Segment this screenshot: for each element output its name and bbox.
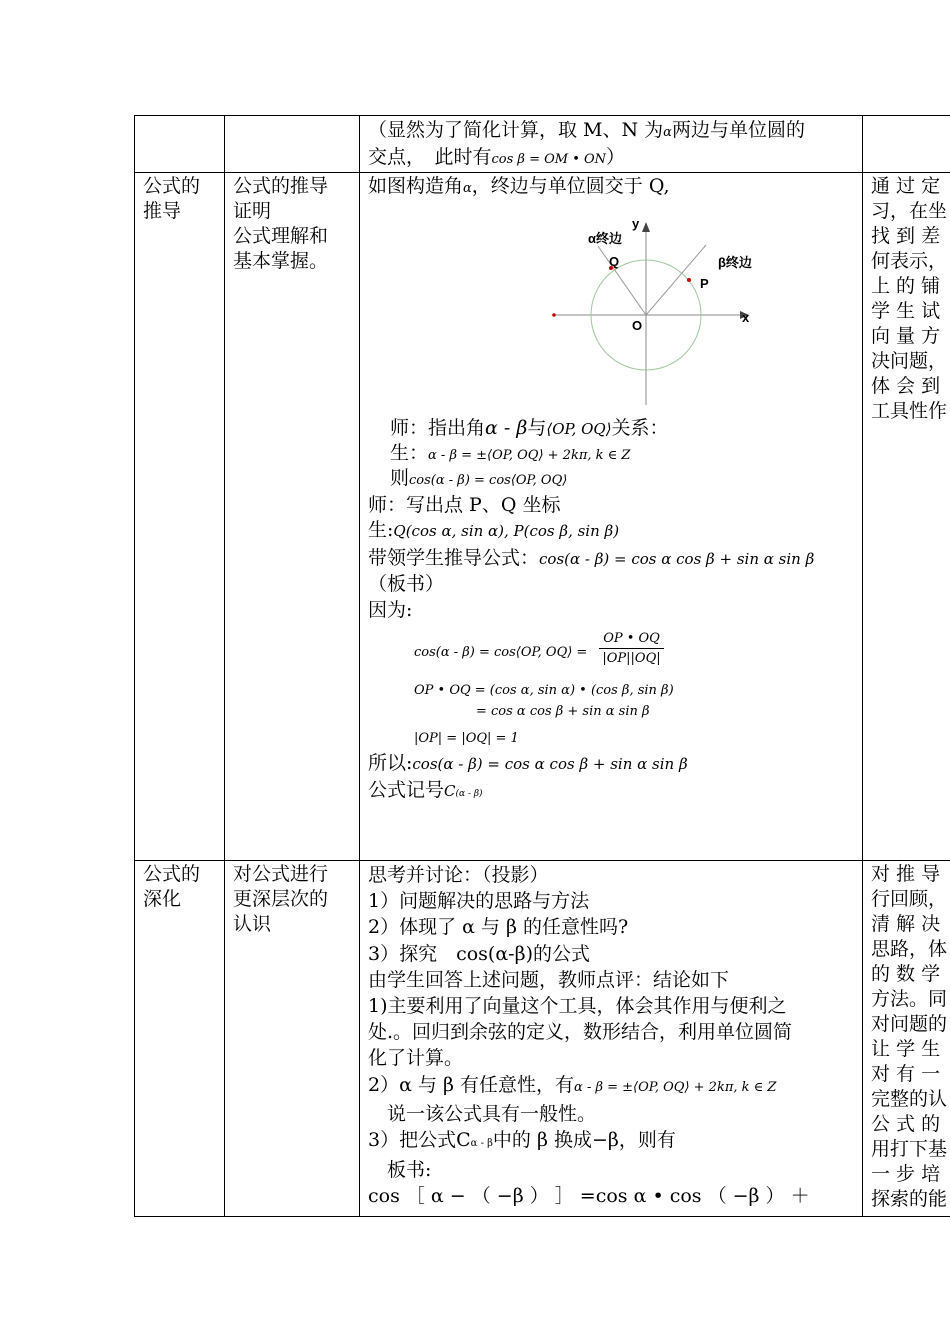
intent-line: 通 过 定 (871, 175, 941, 197)
row2-category-cell (143, 862, 219, 912)
discussion-line: 思考并讨论：（投影） (368, 864, 549, 886)
y-axis-arrow (642, 222, 650, 232)
board-note (368, 572, 860, 597)
row1-intent-cell (871, 174, 950, 424)
construct-text: ，终边与单位圆交于 Q, (471, 175, 670, 197)
goal-line: 证明 (233, 200, 272, 222)
col-border-0 (134, 115, 135, 1217)
discussion-line: 化了计算。 (368, 1047, 464, 1070)
dialog-text: 公式记号 (368, 779, 445, 801)
intent-line: 的 数 学 (871, 963, 941, 985)
eq1-fraction (599, 630, 663, 669)
alpha-symbol: α (663, 125, 672, 140)
discussion-line (368, 941, 860, 967)
table-bottom-border (134, 1216, 950, 1217)
equation-3 (476, 697, 860, 724)
goal-line: 更深层次的 (233, 888, 329, 910)
eq1-denominator: |OP||OQ| (602, 651, 661, 666)
student-angle-line (390, 441, 860, 468)
goal-line: 基本掌握。 (233, 250, 329, 272)
dialog-text: 关系： (611, 417, 669, 439)
equation-1 (414, 630, 860, 669)
col-border-3 (862, 115, 863, 1217)
discussion-line: 2）体现了 α 与 β 的任意性吗? (368, 916, 629, 939)
discussion-line: 1)主要利用了向量这个工具，体会其作用与便利之 (368, 995, 787, 1018)
col-border-1 (224, 115, 225, 1217)
intent-line: 公 式 的 (871, 1113, 941, 1135)
dialog-text: 师：写出点 P、Q 坐标 (368, 494, 561, 516)
point-p (687, 278, 691, 282)
goal-line: 公式的推导 (233, 175, 329, 197)
eq4-text: |OP| = |OQ| = 1 (414, 731, 519, 746)
row0-line-1 (368, 118, 860, 145)
goal-line: 认识 (233, 913, 272, 935)
cos-expression: cos(α-β)的公式 (456, 942, 590, 965)
intent-line: 完整的认 (871, 1088, 948, 1110)
eq1-numerator: OP • OQ (599, 630, 663, 649)
x-axis-label: x (742, 310, 750, 325)
intent-line: 对 推 导 (871, 863, 941, 885)
intent-line: 思路，体 (871, 938, 948, 960)
category-line: 公式的 (143, 863, 201, 885)
discussion-text: 3）把公式 (368, 1129, 457, 1152)
discussion-line: cos ［ α − （ −β ） ］ =cos α • cos （ −β ） ＋ (368, 1185, 810, 1208)
dialog-text: 则 (390, 467, 410, 489)
derive-line (368, 546, 860, 572)
then-line (390, 466, 860, 493)
discussion-line (368, 1127, 860, 1157)
teacher-coords-line (368, 493, 860, 518)
teacher-angle-line (390, 416, 860, 442)
cos-difference-result: cos(α - β) = cos α cos β + sin α sin β (412, 755, 688, 773)
cos-angle-formula: cos(α - β) = cos⟨OP, OQ⟩ (409, 473, 568, 488)
eq3-text: = cos α cos β + sin α sin β (476, 704, 650, 719)
discussion-line: 由学生回答上述问题，教师点评：结论如下 (368, 968, 730, 991)
cos-difference-formula: cos(α - β) = cos α cos β + sin α sin β (539, 550, 815, 568)
discussion-line: 板书: (368, 1159, 432, 1182)
intent-line: 探索的能 (871, 1188, 948, 1210)
category-line: 深化 (143, 888, 182, 910)
dialog-text: 与 (527, 417, 547, 439)
row0-line-2 (368, 145, 860, 172)
row-divider-2 (134, 860, 950, 861)
row1-goal-cell (233, 174, 357, 274)
construct-text: 如图构造角 (368, 175, 464, 197)
discussion-line: 处.。回归到余弦的定义，数形结合，利用单位圆简 (368, 1021, 793, 1044)
goal-line: 对公式进行 (233, 863, 329, 885)
o-label: O (632, 318, 643, 333)
beta-terminal-side (646, 245, 706, 315)
vector-angle: ⟨OP, OQ⟩ (546, 420, 612, 438)
intent-line: 决问题， (871, 350, 948, 372)
alpha-symbol: α (463, 181, 472, 196)
row-divider-1 (134, 172, 950, 173)
intent-line: 体 会 到 (871, 375, 941, 397)
notation-c: C (444, 782, 456, 800)
q-label: Q (609, 254, 620, 269)
alpha-minus-beta: α - β (485, 417, 528, 439)
construct-line (368, 174, 860, 201)
discussion-line: 说一该公式具有一般性。 (368, 1102, 597, 1125)
y-axis-label: y (632, 216, 640, 231)
intent-line: 对问题的 (871, 1013, 948, 1035)
coords-formula: Q(cos α, sin α), P(cos β, sin β) (393, 522, 620, 540)
intent-line: 对 有 一 (871, 1063, 941, 1085)
row2-intent-cell (871, 862, 950, 1212)
student-coords-line (368, 518, 860, 544)
dialog-text: 生： (390, 442, 429, 464)
angle-relation-formula: α - β = ±⟨OP, OQ⟩ + 2kπ, k ∈ Z (574, 1079, 777, 1095)
alpha-side-label: α终边 (588, 231, 622, 246)
alpha-terminal-side (598, 246, 646, 315)
discussion-text: 2）α 与 β 有任意性，有 (368, 1073, 575, 1096)
intent-line: 一 步 培 (871, 1163, 941, 1185)
row2-goal-cell (233, 862, 357, 937)
cos-beta-formula: cos β = OM • ON (491, 152, 607, 167)
intent-line: 清 解 决 (871, 913, 941, 935)
intent-line: 习，在坐 (871, 200, 948, 222)
p-label: P (700, 276, 709, 291)
row2-content-cell (368, 862, 860, 1210)
intent-line: 行回顾， (871, 888, 948, 910)
goal-line: 公式理解和 (233, 225, 329, 247)
intent-line: 工具性作 (871, 400, 948, 422)
intent-line: 何表示， (871, 250, 948, 272)
notation-line (368, 778, 860, 807)
row0-text: （显然为了简化计算，取 M、N 为 (368, 119, 664, 141)
intent-line: 向 量 方 (871, 325, 941, 347)
formula-subscript: α - β (470, 1138, 493, 1150)
intent-line: 学 生 试 (871, 300, 941, 322)
beta-side-label: β终边 (718, 255, 752, 270)
row0-text: 交点， 此时有 (368, 146, 492, 168)
notation-subscript: (α - β) (455, 789, 483, 799)
dialog-text: 师：指出角 (390, 417, 486, 439)
table-top-border (134, 115, 950, 116)
so-line (368, 751, 860, 777)
intent-line: 上 的 铺 (871, 275, 941, 297)
equation-4 (414, 724, 860, 751)
eq1-lhs: cos(α - β) = cos⟨OP, OQ⟩ = (414, 644, 588, 660)
unit-circle-figure (540, 212, 770, 410)
intent-line: 让 学 生 (871, 1038, 941, 1060)
row0-text: 两边与单位圆的 (671, 119, 805, 141)
intent-line: 方法。同 (871, 988, 948, 1010)
angle-relation-formula: α - β = ±⟨OP, OQ⟩ + 2kπ, k ∈ Z (428, 448, 631, 463)
discussion-text: 3）探究 (368, 942, 457, 965)
category-line: 公式的 (143, 175, 201, 197)
formula-c: C (456, 1129, 471, 1152)
discussion-text: 中的 β 换成−β，则有 (492, 1129, 676, 1152)
dialog-text: （板书） (368, 573, 445, 595)
row0-content-cell (368, 118, 860, 172)
category-line: 推导 (143, 200, 182, 222)
because-line (368, 598, 860, 623)
point-left (552, 313, 556, 317)
row1-category-cell (143, 174, 219, 224)
eq2-text: OP • OQ = (cos α, sin α) • (cos β, sin β) (414, 683, 674, 698)
col-border-2 (359, 115, 360, 1217)
discussion-line (368, 1072, 860, 1101)
dialog-text: 因为: (368, 599, 413, 621)
intent-line: 找 到 差 (871, 225, 941, 247)
dialog-text: 生: (368, 519, 394, 541)
row0-text: ） (606, 146, 626, 168)
discussion-line: 1）问题解决的思路与方法 (368, 890, 590, 913)
intent-line: 用打下基 (871, 1138, 948, 1160)
dialog-text: 所以: (368, 752, 413, 774)
dialog-text: 带领学生推导公式： (368, 547, 540, 569)
